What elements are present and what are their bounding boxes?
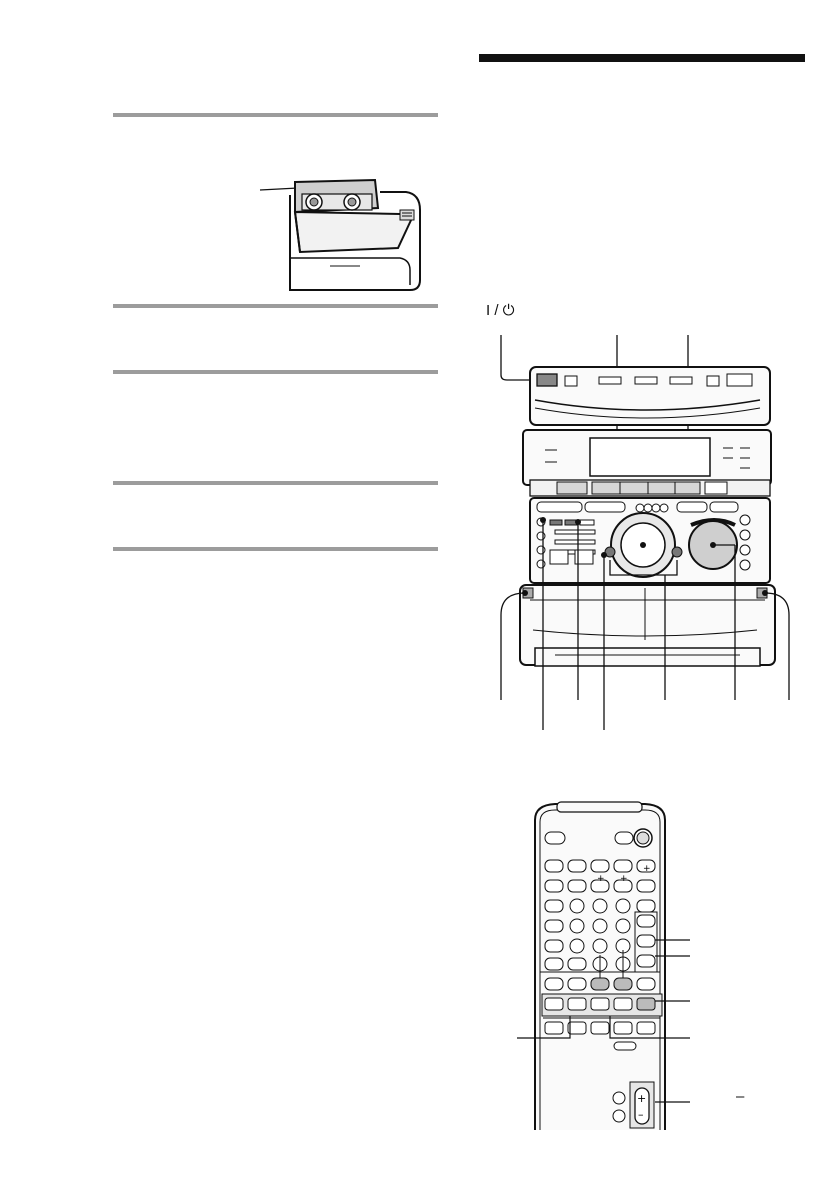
svg-text:+: + — [643, 864, 651, 874]
svg-text:+: + — [637, 1092, 647, 1105]
stereo-unit-illustration — [495, 330, 795, 740]
power-symbol-label: I / ⏻ — [486, 302, 515, 319]
section-heading-rule — [479, 54, 805, 62]
step-rule-1 — [113, 113, 438, 117]
step-rule-5 — [113, 547, 438, 551]
volume-sign-label: – — [736, 1088, 745, 1105]
remote-control-illustration — [515, 800, 755, 1140]
step-rule-2 — [113, 304, 438, 308]
svg-text:–: – — [638, 1108, 644, 1121]
svg-text:+: + — [597, 874, 605, 884]
cassette-tape-icon — [250, 170, 440, 295]
svg-text:+: + — [620, 874, 628, 884]
step-rule-3 — [113, 370, 438, 374]
step-rule-4 — [113, 481, 438, 485]
